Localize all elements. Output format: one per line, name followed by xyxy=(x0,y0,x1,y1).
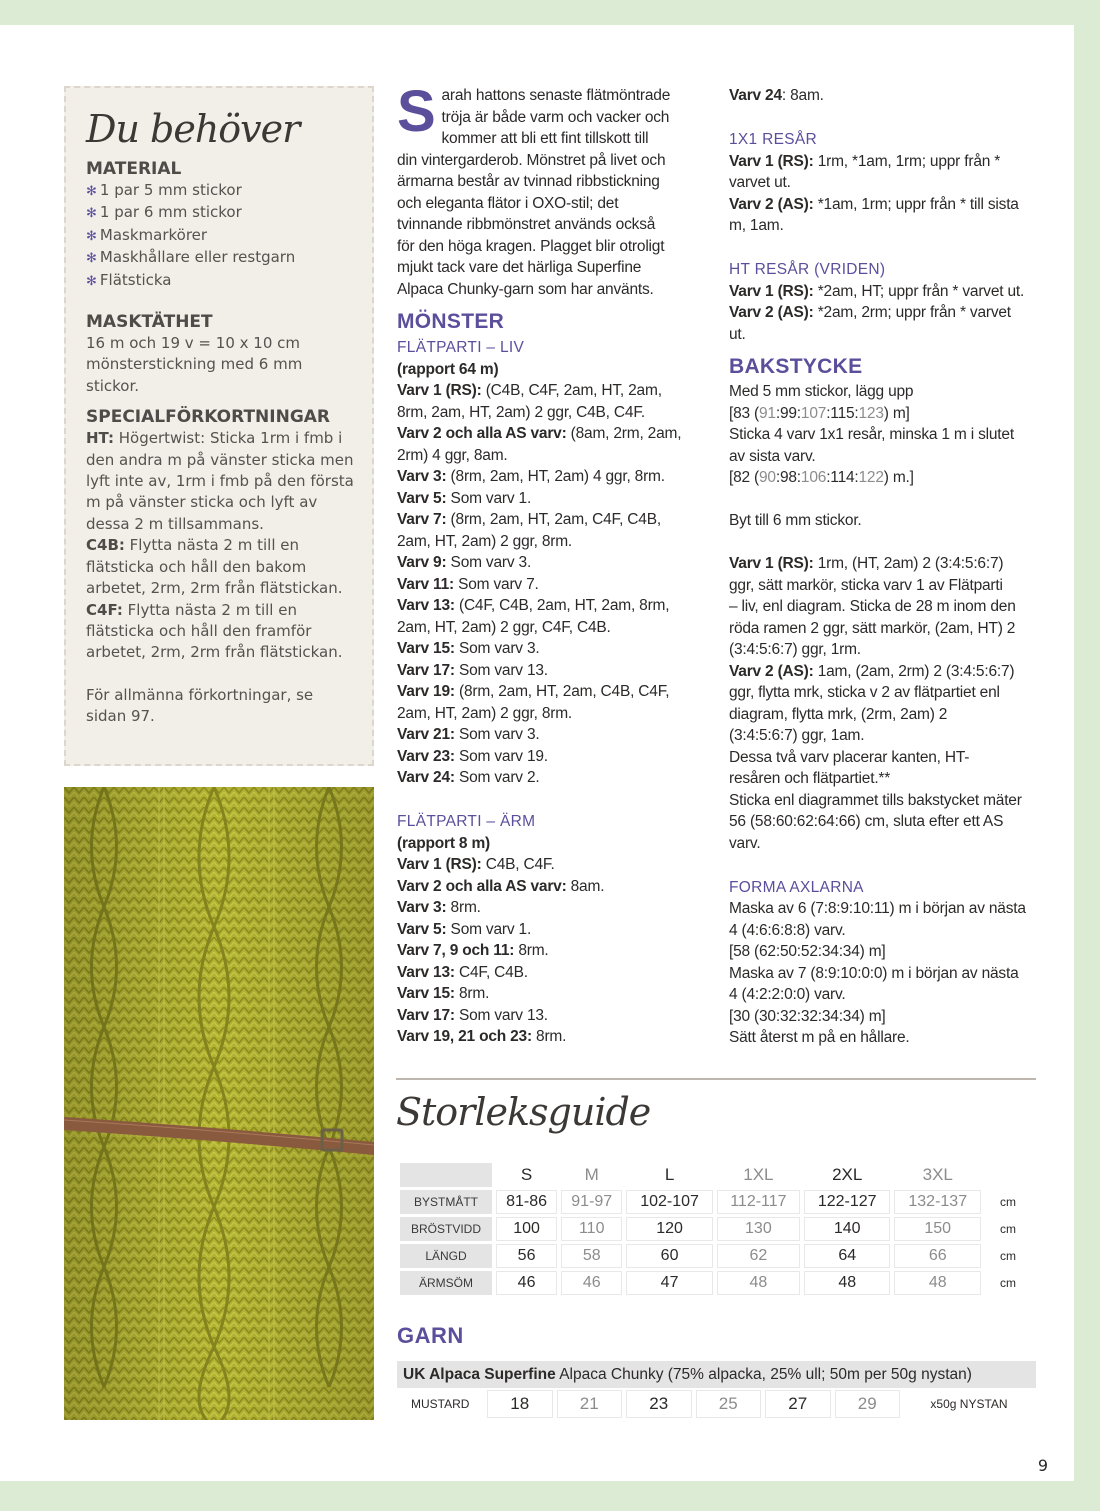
size-label: S xyxy=(520,1165,533,1184)
material-item: ✻ 1 par 5 mm stickor xyxy=(86,181,242,199)
sidebar-title: Du behöver xyxy=(86,107,300,151)
knit-sweater-photo xyxy=(64,787,374,1420)
ht-resar-heading: HT RESÅR (VRIDEN) xyxy=(729,261,886,278)
size-guide-title: Storleksguide xyxy=(396,1090,651,1134)
materials-sidebar xyxy=(64,86,374,766)
arm-repeat: (rapport 8 m) xyxy=(397,834,490,852)
yarn-table xyxy=(393,1388,1038,1420)
monster-heading: MÖNSTER xyxy=(397,310,505,333)
table-row: BRÖSTVIDD 100 110 120 130 140 150 cm xyxy=(400,1217,1031,1241)
intro-paragraph: S arah hattons senaste flätmöntrade tröja är både varm och vacker och kommer att bli ett fint tillskott till din vintergarderob. Mönstret på livet och ärmarna består av tvinnad ribbstickning och eleganta flätor i OXO-stil; det tvinnande ribbmönstret används också för den höga kragen. Plagget blir otroligt mjukt tack vare det härliga Superfine Alpaca Chunky-garn som har använts. xyxy=(397,79,671,298)
liv-heading: FLÄTPARTI – LIV xyxy=(397,339,525,356)
material-item: ✻ Flätsticka xyxy=(86,270,172,289)
right-column: Varv 24: 8am. 1X1 RESÅR Varv 1 (RS): 1rm, *1am, 1rm; uppr från * varvet ut. Varv 2 (AS): *1am, 1rm; uppr från * till sista m, 1am. HT RESÅR (VRIDEN) Varv 1 (RS): *2am, HT; uppr från * varvet ut. Varv 2 (AS): *2am, 2rm; uppr från * varvet ut. BAKSTYCKE Med 5 mm stickor, lägg upp [83 (91:99:107:115:123) m] Sticka 4 varv 1x1 resår, minska 1 m i slutet av sista varv. [82 (90:98:106:114:122) m.] Byt till 6 mm stickor. Varv 1 (RS): 1rm, (HT, 2am) 2 (3:4:5:6:7) ggr, sätt markör, sticka varv 1 av Flätparti – liv, enl diagram. Sticka de 28 m inom den röda ramen 2 ggr, sätt markör, (2am, HT) 2 (3:4:5:6:7) ggr, 1rm. Varv 2 (AS): 1am, (2am, 2rm) 2 (3:4:5:6:7) ggr, flytta mrk, sticka v 2 av flätpartiet enl diagram, flytta mrk, (2rm, 2am) 2 (3:4:5:6:7) ggr, 1am. Dessa två varv placerar kanten, HT- resåren och flätpartiet.** Sticka enl diagrammet tills bakstycket mäter 56 (58:60:62:64:66) cm, sluta efter ett AS varv. FORMA AXLARNA Maska av 6 (7:8:9:10:11) m i början av nästa 4 (4:6:6:8:8) varv. [58 (62:50:52:34:34) m] Maska av 7 (8:9:10:0:0) m i början av nästa 4 (4:2:2:0:0) varv. [30 (30:32:32:34:34) m] Sätt återst m på en hållare. xyxy=(729,85,1044,1049)
gauge-heading: MASKTÄTHET xyxy=(86,312,213,333)
bakstycke-heading: BAKSTYCKE xyxy=(729,355,863,378)
table-row: LÄNGD 56 58 60 62 64 66 cm xyxy=(400,1244,1031,1268)
table-row: ÄRMSÖM 46 46 47 48 48 48 cm xyxy=(400,1271,1031,1295)
arm-rows: Varv 1 (RS): C4B, C4F. Varv 2 och alla AS varv: 8am. Varv 3: 8rm. Varv 5: Som varv 1. Varv 7, 9 och 11: 8rm. Varv 13: C4F, C4B. Varv 15: 8rm. Varv 17: Som varv 13. Varv 19, 21 och 23: 8rm. xyxy=(397,856,605,1045)
forma-axlarna-heading: FORMA AXLARNA xyxy=(729,878,864,896)
size-header-row xyxy=(400,1163,1031,1187)
asterisk-icon: ✻ xyxy=(86,206,97,222)
asterisk-icon: ✻ xyxy=(86,273,97,289)
resar-heading: 1X1 RESÅR xyxy=(729,131,817,148)
material-item: ✻ 1 par 6 mm stickor xyxy=(86,203,242,222)
page-frame-right xyxy=(1074,0,1100,1511)
size-label: 3XL xyxy=(922,1165,953,1184)
asterisk-icon: ✻ xyxy=(86,228,97,244)
yarn-description: UK Alpaca Superfine Alpaca Chunky (75% alpacka, 25% ull; 50m per 50g nystan) xyxy=(397,1361,1036,1388)
gauge-text: 16 m och 19 v = 10 x 10 cm mönsterstickning med 6 mm stickor. xyxy=(86,334,303,395)
stitch-count-2: [82 (90:98:106:114:122) m.] xyxy=(729,469,914,486)
arm-heading: FLÄTPARTI – ÄRM xyxy=(397,813,536,830)
material-list xyxy=(86,180,372,292)
special-abbr-heading: SPECIALFÖRKORTNINGAR xyxy=(86,407,331,428)
page-number: 9 xyxy=(1037,1456,1049,1475)
material-item: ✻ Maskmarkörer xyxy=(86,225,208,244)
stitch-count-1: [83 (91:99:107:115:123) m] xyxy=(729,404,910,422)
material-item: ✻ Maskhållare eller restgarn xyxy=(86,248,296,267)
divider xyxy=(396,1078,1036,1080)
special-abbr-text: HT: Högertwist: Sticka 1rm i fmb i den andra m på vänster sticka men lyft inte av, 1rm i fmb på den första m på vänster sticka och lyft av dessa 2 m tillsammans. C4B: Flytta nästa 2 m till en flätsticka och håll den bakom arbetet, 2rm, 2rm från flätstickan. C4F: Flytta nästa 2 m till en flätsticka och håll den framför arbetet, 2rm, 2rm från flätstickan. För allmänna förkortningar, se sidan 97. xyxy=(86,429,354,726)
liv-repeat: (rapport 64 m) xyxy=(397,360,499,378)
asterisk-icon: ✻ xyxy=(86,184,97,199)
garn-heading: GARN xyxy=(397,1323,464,1348)
size-label: M xyxy=(584,1165,599,1184)
table-row: BYSTMÅTT 81-86 91-97 102-107 112-117 122-127 132-137 cm xyxy=(400,1190,1031,1214)
asterisk-icon: ✻ xyxy=(86,251,97,267)
page-frame-bottom xyxy=(0,1481,1100,1511)
size-label: L xyxy=(664,1165,675,1184)
page-frame-top xyxy=(0,0,1100,25)
size-label: 1XL xyxy=(743,1165,774,1184)
material-heading: MATERIAL xyxy=(86,159,182,179)
middle-column xyxy=(397,79,707,1048)
table-row: MUSTARD 18 21 23 25 27 29 x50g NYSTAN xyxy=(397,1390,1034,1418)
liv-rows: Varv 1 (RS): (C4B, C4F, 2am, HT, 2am, 8rm, 2am, HT, 2am) 2 ggr, C4B, C4F. Varv 2 och alla AS varv: (8am, 2rm, 2am, 2rm) 4 ggr, 8am. Varv 3: (8rm, 2am, HT, 2am) 4 ggr, 8rm. Varv 5: Som varv 1. Varv 7: (8rm, 2am, HT, 2am, C4F, C4B, 2am, HT, 2am) 2 ggr, 8rm. Varv 9: Som varv 3. Varv 11: Som varv 7. Varv 13: (C4F, C4B, 2am, HT, 2am, 8rm, 2am, HT, 2am) 2 ggr, C4F, C4B. Varv 15: Som varv 3. Varv 17: Som varv 13. Varv 19: (8rm, 2am, HT, 2am, C4B, C4F, 2am, HT, 2am) 2 ggr, 8rm. Varv 21: Som varv 3. Varv 23: Som varv 19. Varv 24: Som varv 2. xyxy=(397,382,682,786)
size-guide-table xyxy=(396,1160,1035,1298)
drop-cap: S xyxy=(397,79,436,144)
size-label: 2XL xyxy=(832,1165,863,1184)
